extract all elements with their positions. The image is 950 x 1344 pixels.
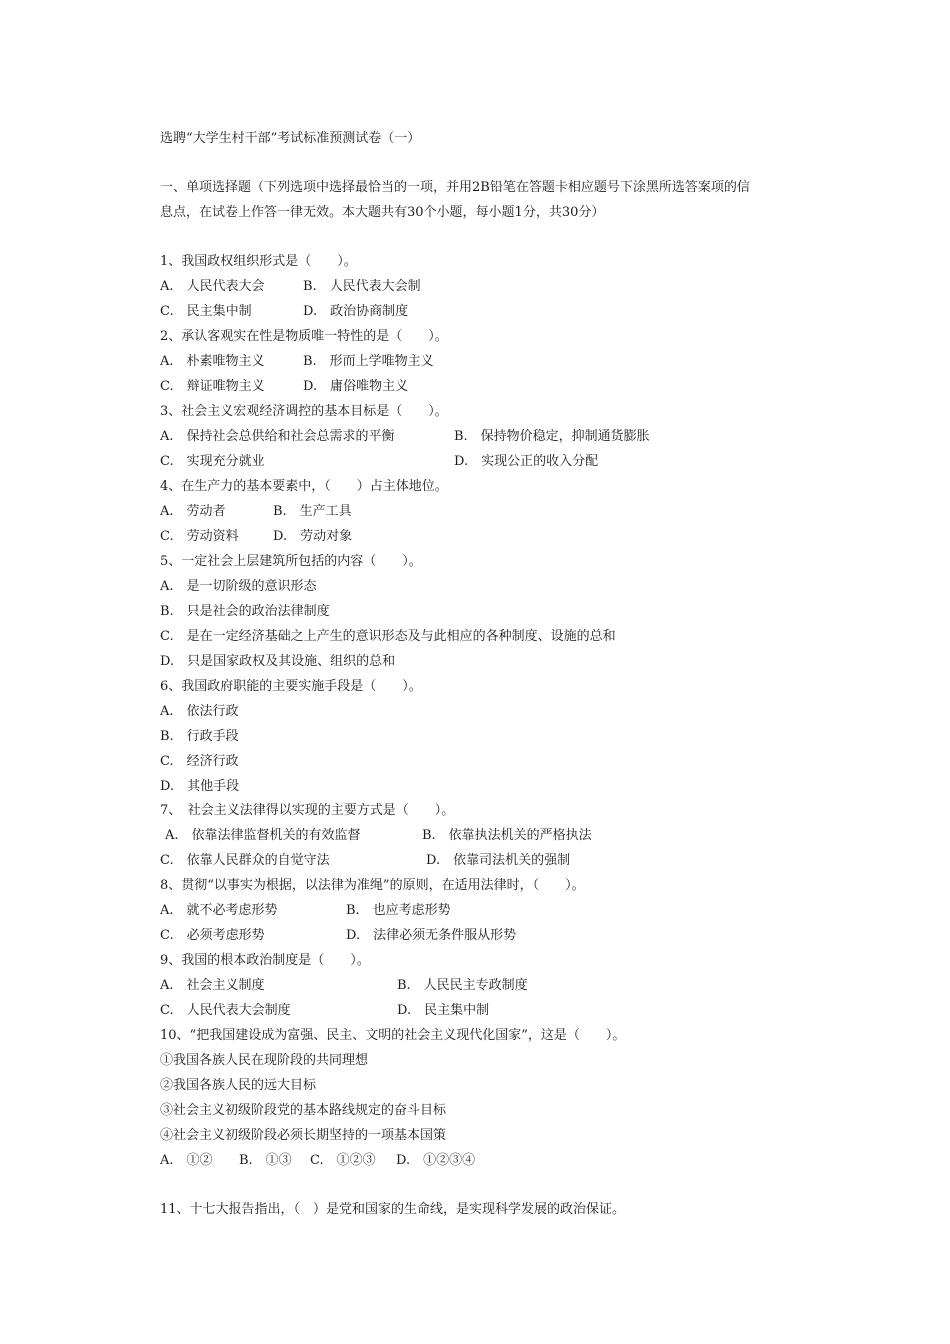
question-4-option-d: D. 劳动对象 xyxy=(273,529,353,544)
question-8-option-c: C. 必须考虑形势 xyxy=(160,928,265,943)
question-6-option-d: D. 其他手段 xyxy=(160,779,240,794)
question-1-stem: 1、我国政权组织形式是（ ）。 xyxy=(160,254,357,269)
question-2-option-b: B. 形而上学唯物主义 xyxy=(303,354,434,369)
question-2-option-d: D. 庸俗唯物主义 xyxy=(303,379,409,394)
question-1-option-b: B. 人民代表大会制 xyxy=(303,279,421,294)
question-8-option-d: D. 法律必须无条件服从形势 xyxy=(346,928,517,943)
section-instruction-line-1: 一、单项选择题（下列选项中选择最恰当的一项，并用2B铅笔在答题卡相应题号下涂黑所选答案项的信 xyxy=(160,180,750,195)
question-4-option-c: C. 劳动资料 xyxy=(160,529,239,544)
question-5-option-b: B. 只是社会的政治法律制度 xyxy=(160,604,330,619)
question-9-stem: 9、我国的根本政治制度是（ ）。 xyxy=(160,953,370,968)
question-10-item-4: ④社会主义初级阶段必须长期坚持的一项基本国策 xyxy=(160,1128,447,1143)
question-3-option-a: A. 保持社会总供给和社会总需求的平衡 xyxy=(160,429,395,444)
question-7-option-d: D. 依靠司法机关的强制 xyxy=(426,853,571,868)
question-1-option-d: D. 政治协商制度 xyxy=(303,304,409,319)
question-9-option-b: B. 人民民主专政制度 xyxy=(397,978,528,993)
question-2-option-c: C. 辩证唯物主义 xyxy=(160,379,265,394)
question-8-option-a: A. 就不必考虑形势 xyxy=(160,903,278,918)
question-6-option-a: A. 依法行政 xyxy=(160,704,239,719)
question-3-option-b: B. 保持物价稳定，抑制通货膨胀 xyxy=(454,429,650,444)
question-6-stem: 6、我国政府职能的主要实施手段是（ ）。 xyxy=(160,679,422,694)
section-instruction-line-2: 息点，在试卷上作答一律无效。本大题共有30个小题，每小题1分，共30分） xyxy=(160,205,605,220)
question-7-option-b: B. 依靠执法机关的严格执法 xyxy=(422,828,592,843)
question-4-stem: 4、在生产力的基本要素中，（ ）占主体地位。 xyxy=(160,479,448,494)
question-3-option-c: C. 实现充分就业 xyxy=(160,454,265,469)
question-7-stem: 7、 社会主义法律得以实现的主要方式是（ ）。 xyxy=(160,803,455,818)
question-11-stem: 11、十七大报告指出，（ ）是党和国家的生命线，是实现科学发展的政治保证。 xyxy=(160,1202,626,1217)
question-6-option-b: B. 行政手段 xyxy=(160,729,239,744)
question-10-item-1: ①我国各族人民在现阶段的共同理想 xyxy=(160,1053,369,1068)
question-1-option-a: A. 人民代表大会 xyxy=(160,279,265,294)
question-4-option-b: B. 生产工具 xyxy=(273,504,352,519)
page-title: 选聘“大学生村干部”考试标准预测试卷（一） xyxy=(160,131,421,146)
question-10-option-d: D. ①②③④ xyxy=(396,1153,476,1168)
question-10-stem: 10、“把我国建设成为富强、民主、文明的社会主义现代化国家”，这是（ ）。 xyxy=(160,1028,626,1043)
question-6-option-c: C. 经济行政 xyxy=(160,754,239,769)
question-9-option-d: D. 民主集中制 xyxy=(397,1003,490,1018)
question-10-item-3: ③社会主义初级阶段党的基本路线规定的奋斗目标 xyxy=(160,1103,447,1118)
question-5-option-a: A. 是一切阶级的意识形态 xyxy=(160,579,317,594)
question-10-option-b: B. ①③ xyxy=(239,1153,292,1168)
question-5-stem: 5、一定社会上层建筑所包括的内容（ ）。 xyxy=(160,554,422,569)
question-10-item-2: ②我国各族人民的远大目标 xyxy=(160,1078,317,1093)
question-7-option-c: C. 依靠人民群众的自觉守法 xyxy=(160,853,330,868)
question-3-option-d: D. 实现公正的收入分配 xyxy=(454,454,599,469)
question-4-option-a: A. 劳动者 xyxy=(160,504,226,519)
question-9-option-a: A. 社会主义制度 xyxy=(160,978,265,993)
question-5-option-d: D. 只是国家政权及其设施、组织的总和 xyxy=(160,654,396,669)
question-2-stem: 2、承认客观实在性是物质唯一特性的是（ ）。 xyxy=(160,329,448,344)
question-2-option-a: A. 朴素唯物主义 xyxy=(160,354,265,369)
question-8-stem: 8、贯彻“以事实为根据，以法律为准绳”的原则，在适用法律时，（ ）。 xyxy=(160,878,585,893)
question-10-option-a: A. ①② xyxy=(160,1153,213,1168)
question-10-option-c: C. ①②③ xyxy=(310,1153,376,1168)
question-5-option-c: C. 是在一定经济基础之上产生的意识形态及与此相应的各种制度、设施的总和 xyxy=(160,629,616,644)
question-3-stem: 3、社会主义宏观经济调控的基本目标是（ ）。 xyxy=(160,404,448,419)
question-9-option-c: C. 人民代表大会制度 xyxy=(160,1003,291,1018)
question-1-option-c: C. 民主集中制 xyxy=(160,304,252,319)
question-7-option-a: A. 依靠法律监督机关的有效监督 xyxy=(165,828,361,843)
question-8-option-b: B. 也应考虑形势 xyxy=(346,903,451,918)
